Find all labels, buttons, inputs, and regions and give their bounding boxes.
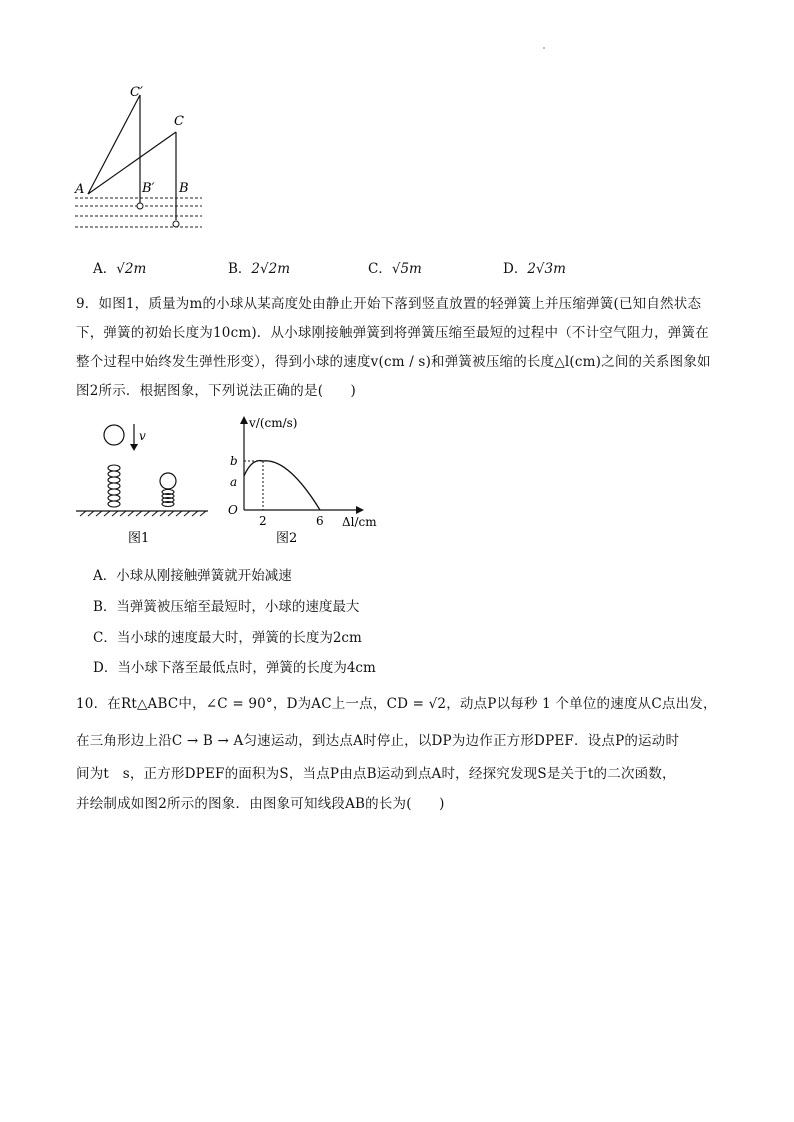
x-tick-6: 6 [316, 514, 324, 528]
y-tick-b: b [230, 454, 238, 468]
origin-label: O [228, 503, 238, 517]
label-b-prime: B′ [142, 181, 155, 196]
q9-figure-1 [72, 418, 212, 550]
rod-end-b [173, 221, 179, 227]
q9-choice-b[interactable]: B．当弹簧被压缩至最短时，小球的速度最大 [93, 599, 360, 615]
x-axis-label: Δl/cm [342, 515, 377, 529]
label-c-prime: C′ [130, 85, 143, 100]
tree-shadow-figure [70, 80, 210, 235]
q8-option-c[interactable] [368, 257, 422, 277]
line-a-c [88, 132, 176, 194]
q8-option-a-value: √2m [116, 261, 147, 277]
velocity-curve [244, 461, 320, 510]
label-c: C [174, 114, 184, 129]
rod-end-b-prime [137, 203, 143, 209]
q8-option-a-letter: A． [93, 261, 117, 277]
q8-option-c-letter: C． [368, 261, 392, 277]
y-axis-label: v/(cm/s) [249, 416, 298, 430]
q9-figure-2 [218, 414, 393, 550]
fig2-caption: 图2 [276, 531, 298, 546]
q8-option-d-letter: D． [503, 261, 528, 277]
q8-option-b[interactable] [228, 257, 290, 277]
y-axis-arrow [240, 416, 248, 424]
q9-line-3: 整个过程中始终发生弹性形变），得到小球的速度v(cm / s)和弹簧被压缩的长度△l(cm)之间的关系图象如 [76, 354, 711, 370]
q8-option-b-letter: B． [228, 261, 252, 277]
q10-line-2: 在三角形边上沿C → B → A匀速运动，到达点A时停止，以DP为边作正方形DPEF．设点P的运动时 [76, 733, 680, 749]
ground-hatch [80, 511, 206, 516]
x-axis-arrow [356, 506, 364, 514]
falling-ball [104, 425, 124, 445]
q9-choice-a[interactable]: A．小球从刚接触弹簧就开始减速 [93, 568, 292, 584]
spring-natural [108, 465, 120, 507]
q10-line-1: 10．在Rt△ABC中，∠C = 90°，D为AC上一点，CD = √2，动点P以每秒 1 个单位的速度从C点出发， [76, 696, 717, 712]
velocity-label: v [139, 429, 146, 443]
q10-line-4: 并绘制成如图2所示的图象．由图象可知线段AB的长为( ) [76, 796, 445, 812]
q9-choice-c[interactable]: C．当小球的速度最大时，弹簧的长度为2cm [93, 630, 362, 646]
q8-option-d[interactable] [503, 257, 566, 277]
ball-on-spring [160, 473, 176, 489]
q8-option-c-value: √5m [391, 261, 422, 277]
q8-option-a[interactable] [93, 257, 146, 277]
q9-line-4: 图2所示．根据图象，下列说法正确的是( ) [76, 383, 357, 399]
spring-compressed [162, 490, 174, 507]
velocity-arrowhead [130, 444, 138, 451]
q10-line-3: 间为t s，正方形DPEF的面积为S，当点P由点B运动到点A时，经探究发现S是关于t的二次函数， [76, 766, 676, 782]
y-tick-a: a [230, 475, 238, 489]
q9-line-2: 下，弹簧的初始长度为10cm)．从小球刚接触弹簧到将弹簧压缩至最短的过程中（不计空气阻力，弹簧在 [76, 325, 709, 341]
q8-option-b-value: 2√2m [251, 261, 291, 277]
q8-option-d-value: 2√3m [527, 261, 566, 277]
label-b: B [179, 181, 189, 196]
line-a-cprime [88, 95, 140, 194]
fig1-caption: 图1 [128, 531, 150, 546]
q9-line-1: 9．如图1，质量为m的小球从某高度处由静止开始下落到竖直放置的轻弹簧上并压缩弹簧(已知自然状态 [76, 296, 702, 312]
x-tick-2: 2 [259, 514, 267, 528]
label-a: A [75, 182, 85, 197]
q9-choice-d[interactable]: D．当小球下落至最低点时，弹簧的长度为4cm [93, 660, 376, 676]
scan-dot [543, 47, 545, 49]
